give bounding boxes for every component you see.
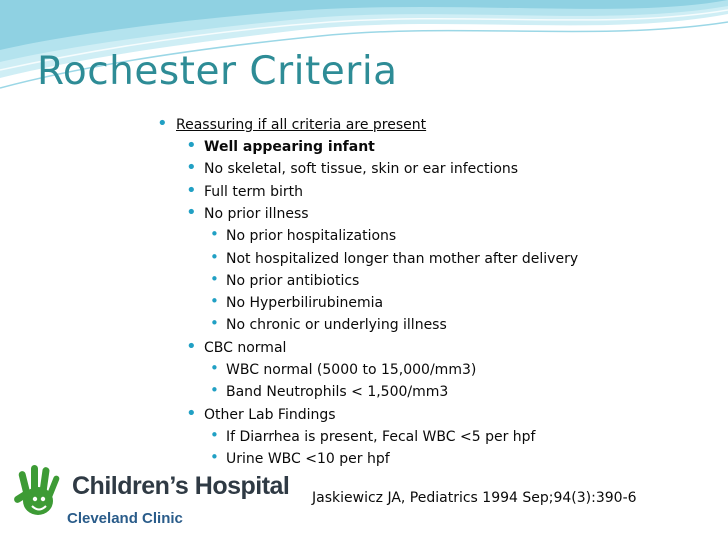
citation: Jaskiewicz JA, Pediatrics 1994 Sep;94(3):390-6 bbox=[312, 490, 637, 506]
bullet-not-hosp-longer bbox=[210, 248, 579, 267]
bullet-well-appearing bbox=[186, 135, 375, 156]
logo-subtitle: Cleveland Clinic bbox=[67, 510, 183, 527]
bullet-no-chronic bbox=[210, 314, 447, 333]
bullet-dot-icon: • bbox=[186, 157, 197, 178]
bullet-dot-icon: • bbox=[186, 336, 197, 357]
bullet-dot-icon: • bbox=[186, 202, 197, 223]
hand-print-icon bbox=[8, 461, 72, 525]
bullet-text: No Hyperbilirubinemia bbox=[226, 295, 384, 311]
bullet-dot-icon: • bbox=[210, 225, 219, 243]
bullet-full-term bbox=[186, 180, 303, 201]
bullet-dot-icon: • bbox=[210, 381, 219, 399]
bullet-text: Urine WBC <10 per hpf bbox=[226, 451, 390, 467]
slide-title: Rochester Criteria bbox=[37, 49, 398, 94]
bullet-text: No chronic or underlying illness bbox=[226, 317, 447, 333]
bullet-dot-icon: • bbox=[210, 292, 219, 310]
bullet-text: CBC normal bbox=[204, 340, 287, 356]
bullet-fecal-wbc bbox=[210, 426, 536, 445]
bullet-text: If Diarrhea is present, Fecal WBC <5 per hpf bbox=[226, 429, 536, 445]
bullet-text: No prior hospitalizations bbox=[226, 228, 397, 244]
bullet-band-neutrophils bbox=[210, 381, 449, 400]
bullet-text: Other Lab Findings bbox=[204, 407, 336, 423]
bullet-dot-icon: • bbox=[210, 314, 219, 332]
bullet-cbc-normal bbox=[186, 336, 287, 357]
bullet-dot-icon: • bbox=[157, 113, 168, 134]
bullet-text: No prior illness bbox=[204, 206, 309, 222]
childrens-hospital-logo bbox=[8, 461, 288, 541]
bullet-dot-icon: • bbox=[210, 270, 219, 288]
bullet-no-prior-hosp bbox=[210, 225, 397, 244]
bullet-text: Not hospitalized longer than mother after delivery bbox=[226, 251, 579, 267]
bullet-text: No skeletal, soft tissue, skin or ear infections bbox=[204, 161, 519, 177]
bullet-text: Band Neutrophils < 1,500/mm3 bbox=[226, 384, 449, 400]
bullet-text: Reassuring if all criteria are present bbox=[176, 117, 427, 133]
bullet-text: Well appearing infant bbox=[204, 139, 375, 155]
bullet-no-antibiotics bbox=[210, 270, 360, 289]
bullet-dot-icon: • bbox=[210, 359, 219, 377]
bullet-text: Full term birth bbox=[204, 184, 303, 200]
bullet-dot-icon: • bbox=[186, 403, 197, 424]
logo-name: Children’s Hospital bbox=[72, 472, 290, 500]
bullet-dot-icon: • bbox=[210, 448, 219, 466]
bullet-no-hyperbili bbox=[210, 292, 384, 311]
bullet-wbc-normal bbox=[210, 359, 477, 378]
bullet-dot-icon: • bbox=[186, 180, 197, 201]
bullet-text: WBC normal (5000 to 15,000/mm3) bbox=[226, 362, 477, 378]
bullet-dot-icon: • bbox=[210, 426, 219, 444]
bullet-reassuring bbox=[157, 113, 427, 134]
bullet-no-infections bbox=[186, 157, 519, 178]
bullet-dot-icon: • bbox=[210, 248, 219, 266]
bullet-dot-icon: • bbox=[186, 135, 197, 156]
bullet-other-lab bbox=[186, 403, 336, 424]
bullet-text: No prior antibiotics bbox=[226, 273, 360, 289]
bullet-no-prior-illness bbox=[186, 202, 309, 223]
